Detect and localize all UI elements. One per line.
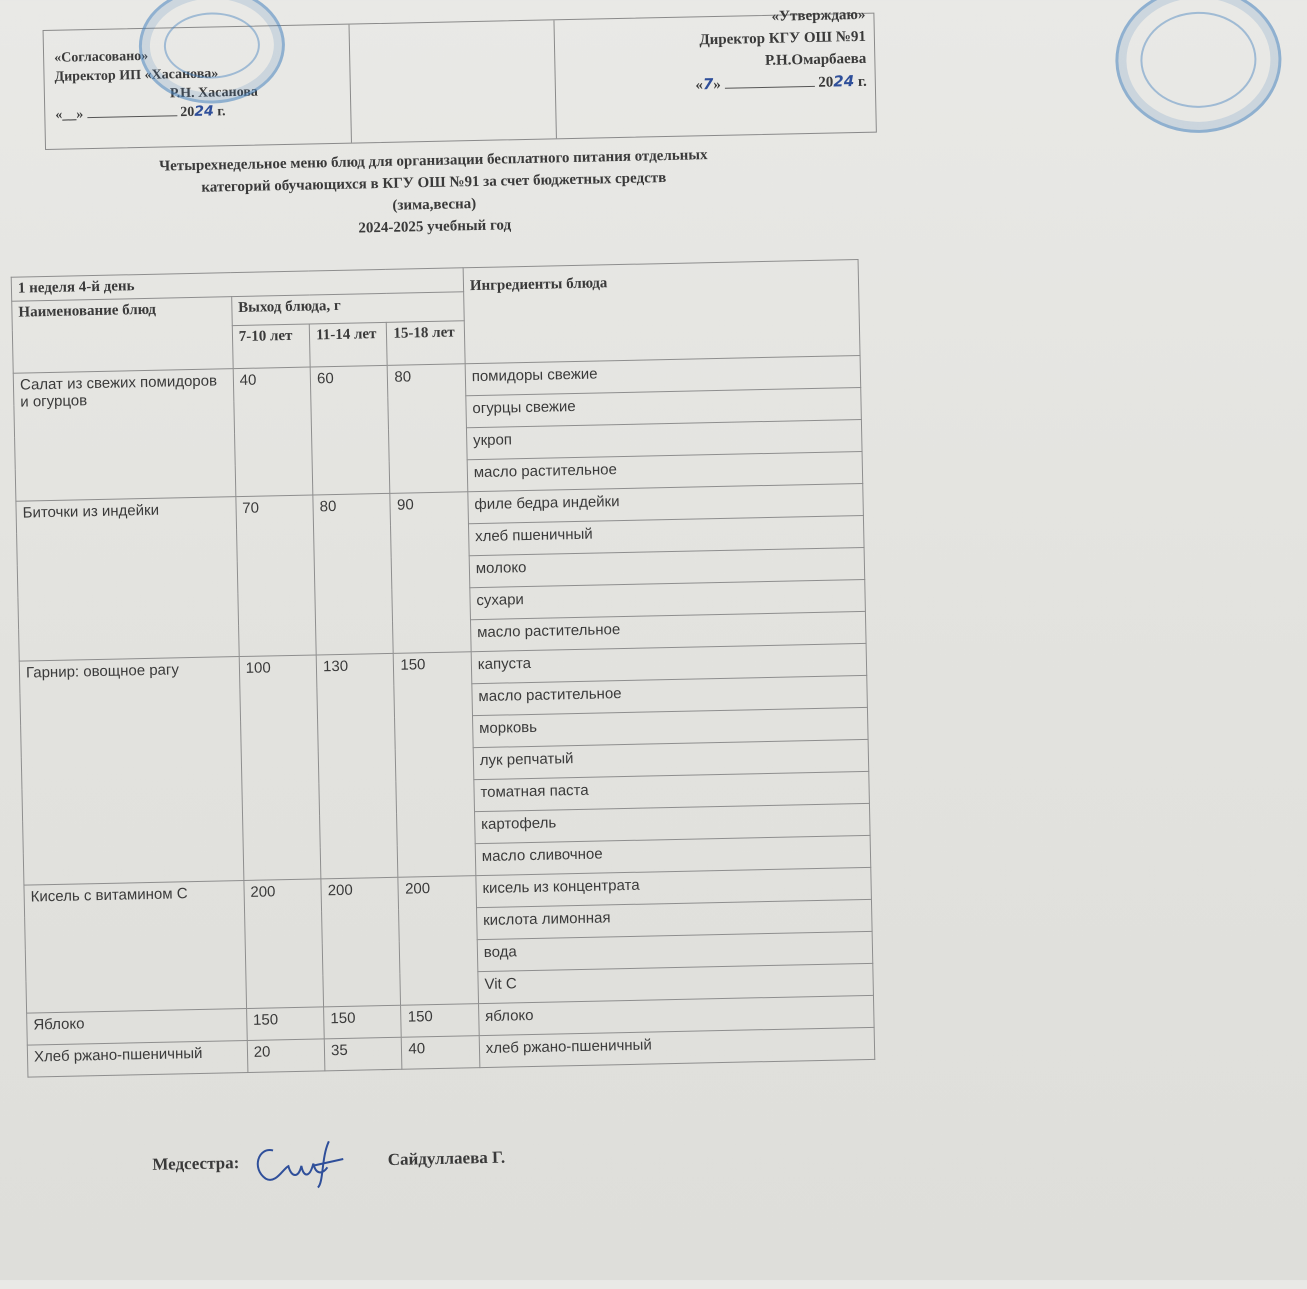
week-day-label: 1 неделя 4-й день: [11, 268, 463, 301]
agreed-label: «Согласовано»: [53, 48, 149, 66]
ingredient-cell: лук репчатый: [473, 739, 869, 779]
ingredient-cell: вода: [477, 931, 873, 971]
dish-output-11-14: 150: [324, 1005, 402, 1039]
dish-output-7-10: 200: [244, 879, 324, 1009]
dish-output-11-14: 35: [324, 1037, 402, 1071]
dish-name-header: Наименование блюд: [12, 297, 233, 374]
ingredient-cell: огурцы свежие: [466, 387, 862, 427]
dish-output-11-14: 200: [321, 877, 401, 1007]
approved-signer: Р.Н.Омарбаева: [764, 50, 867, 69]
ingredient-cell: кисель из концентрата: [476, 867, 872, 907]
blank-section: [349, 20, 556, 142]
handwritten-signature: [243, 1137, 364, 1190]
approved-label: «Утверждаю»: [771, 6, 866, 25]
dish-name: Хлеб ржано-пшеничный: [27, 1040, 247, 1077]
ingredient-cell: помидоры свежие: [465, 355, 861, 395]
stamp-right: [1114, 0, 1283, 135]
approved-section: [554, 6, 875, 139]
dish-name: Салат из свежих помидоров и огурцов: [13, 369, 235, 502]
approved-date: «7» 2024 г.: [695, 72, 867, 94]
age-11-14-header: 11-14 лет: [309, 322, 387, 367]
ingredient-cell: хлеб ржано-пшеничный: [479, 1027, 875, 1067]
dish-output-7-10: 150: [246, 1007, 324, 1041]
ingredient-cell: яблоко: [478, 995, 874, 1035]
dish-output-15-18: 150: [401, 1004, 479, 1038]
dish-output-11-14: 130: [316, 653, 398, 879]
nurse-signature-block: [152, 1134, 506, 1191]
ingredient-cell: масло сливочное: [475, 835, 871, 875]
ingredient-cell: укроп: [466, 419, 862, 459]
ingredient-cell: филе бедра индейки: [468, 483, 864, 523]
output-header: Выход блюда, г: [231, 292, 464, 326]
ingredient-cell: хлеб пшеничный: [468, 515, 864, 555]
ingredient-cell: кислота лимонная: [476, 899, 872, 939]
agreed-signer: Р.Н. Хасанова: [169, 84, 259, 102]
ingredient-cell: масло растительное: [472, 675, 868, 715]
dish-output-11-14: 80: [313, 493, 394, 655]
menu-body: [13, 355, 875, 1077]
ingredient-cell: капуста: [471, 643, 867, 683]
nurse-name: Сайдуллаева Г.: [387, 1147, 506, 1169]
age-15-18-header: 15-18 лет: [387, 321, 465, 366]
ingredients-header: Ингредиенты блюда: [463, 260, 860, 364]
dish-output-15-18: 150: [394, 652, 476, 878]
dish-output-7-10: 100: [239, 655, 321, 881]
dish-output-15-18: 90: [390, 492, 471, 654]
agreed-section: [44, 25, 352, 149]
dish-output-7-10: 70: [236, 495, 317, 657]
ingredient-cell: Vit C: [478, 963, 874, 1003]
agreed-date: «__» 2024 г.: [55, 103, 226, 123]
ingredient-cell: картофель: [474, 803, 870, 843]
dish-output-7-10: 40: [233, 367, 313, 497]
document-title: Четырехнедельное меню блюд для организации бесплатного питания отдельных категорий обучающихся в КГУ ОШ №91 за счет бюджетных средств (зима,весна) 2024-2025 учебный год: [159, 147, 708, 237]
dish-output-15-18: 80: [388, 364, 468, 494]
dish-output-15-18: 40: [402, 1036, 480, 1070]
ingredient-cell: сухари: [470, 579, 866, 619]
dish-name: Кисель с витамином С: [24, 881, 246, 1014]
ingredient-cell: молоко: [469, 547, 865, 587]
ingredient-cell: морковь: [472, 707, 868, 747]
menu-table: [11, 259, 876, 1078]
ingredient-cell: масло растительное: [470, 611, 866, 651]
approved-director: Директор КГУ ОШ №91: [699, 28, 867, 49]
dish-output-15-18: 200: [398, 876, 478, 1006]
nurse-label: Медсестра:: [152, 1153, 240, 1174]
dish-name: Гарнир: овощное рагу: [19, 657, 243, 886]
dish-name: Яблоко: [27, 1008, 247, 1045]
ingredient-cell: томатная паста: [474, 771, 870, 811]
approval-block: [43, 6, 877, 150]
dish-name: Биточки из индейки: [16, 497, 239, 662]
agreed-director: Директор ИП «Хасанова»: [54, 66, 219, 85]
age-7-10-header: 7-10 лет: [232, 324, 310, 369]
dish-output-11-14: 60: [310, 365, 390, 495]
ingredient-cell: масло растительное: [467, 451, 863, 491]
dish-output-7-10: 20: [247, 1039, 325, 1073]
